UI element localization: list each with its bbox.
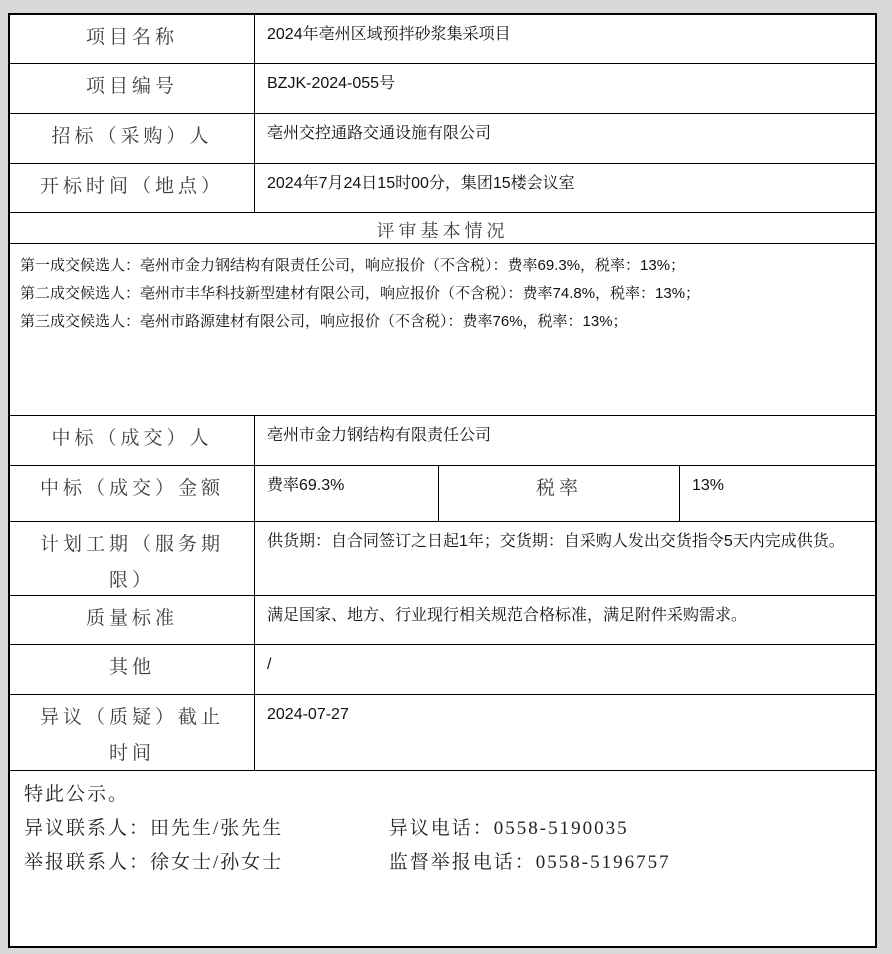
row-purchaser [10,114,875,164]
tax-rate-label: 税率 [439,466,680,521]
report-contact-line [24,851,861,874]
row-project-name [10,15,875,64]
row-quality [10,596,875,645]
other-label: 其他 [10,645,255,694]
objection-contact: 异议联系人：田先生/张先生 [24,818,284,839]
purchaser-label: 招标（采购）人 [10,114,255,163]
project-no-value: BZJK-2024-055号 [267,75,396,92]
footer-block [10,771,875,946]
candidates-block [10,244,875,415]
row-bid-opening [10,164,875,213]
footer-notice: 特此公示。 [24,784,130,805]
candidate-line-2: 第二成交候选人：亳州市丰华科技新型建材有限公司，响应报价（不含税）：费率74.8%，税率：13%； [20,285,701,302]
objection-deadline-label: 异议（质疑）截止时间 [10,695,255,770]
winner-label: 中标（成交）人 [10,416,255,465]
schedule-value: 供货期：自合同签订之日起1年；交货期：自采购人发出交货指令5天内完成供货。 [267,533,845,550]
purchaser-value: 亳州交控通路交通设施有限公司 [267,125,492,142]
report-phone: 监督举报电话：0558-5196757 [388,852,671,873]
schedule-label: 计划工期（服务期限） [10,522,255,595]
quality-label: 质量标准 [10,596,255,644]
other-value: / [267,656,272,673]
objection-deadline-value: 2024-07-27 [267,706,349,723]
candidate-line-1: 第一成交候选人：亳州市金力钢结构有限责任公司，响应报价（不含税）：费率69.3%，税率：13%； [20,257,686,274]
row-footer [10,771,875,946]
objection-contact-line [24,817,861,840]
objection-phone: 异议电话：0558-5190035 [388,818,629,839]
tax-rate-value: 13% [692,477,725,494]
row-schedule [10,522,875,596]
row-candidates [10,244,875,416]
award-amount-label: 中标（成交）金额 [10,466,255,521]
award-amount-value: 费率69.3% [255,466,439,521]
bid-opening-label: 开标时间（地点） [10,164,255,212]
row-objection-deadline [10,695,875,771]
winner-value: 亳州市金力钢结构有限责任公司 [267,427,492,444]
project-name-label: 项目名称 [10,15,255,63]
bid-opening-value: 2024年7月24日15时00分，集团15楼会议室 [267,175,575,192]
row-winner [10,416,875,466]
bid-result-table [8,13,877,948]
quality-value: 满足国家、地方、行业现行相关规范合格标准，满足附件采购需求。 [267,607,748,624]
review-header-title: 评审基本情况 [376,221,509,241]
row-other [10,645,875,695]
row-review-header [10,213,875,244]
row-project-no [10,64,875,114]
row-award-amount [10,466,875,522]
candidate-line-3: 第三成交候选人：亳州市路源建材有限公司，响应报价（不含税）：费率76%，税率：13%； [20,313,628,330]
project-name-value: 2024年亳州区域预拌砂浆集采项目 [267,26,511,43]
report-contact: 举报联系人：徐女士/孙女士 [24,852,284,873]
project-no-label: 项目编号 [10,64,255,113]
